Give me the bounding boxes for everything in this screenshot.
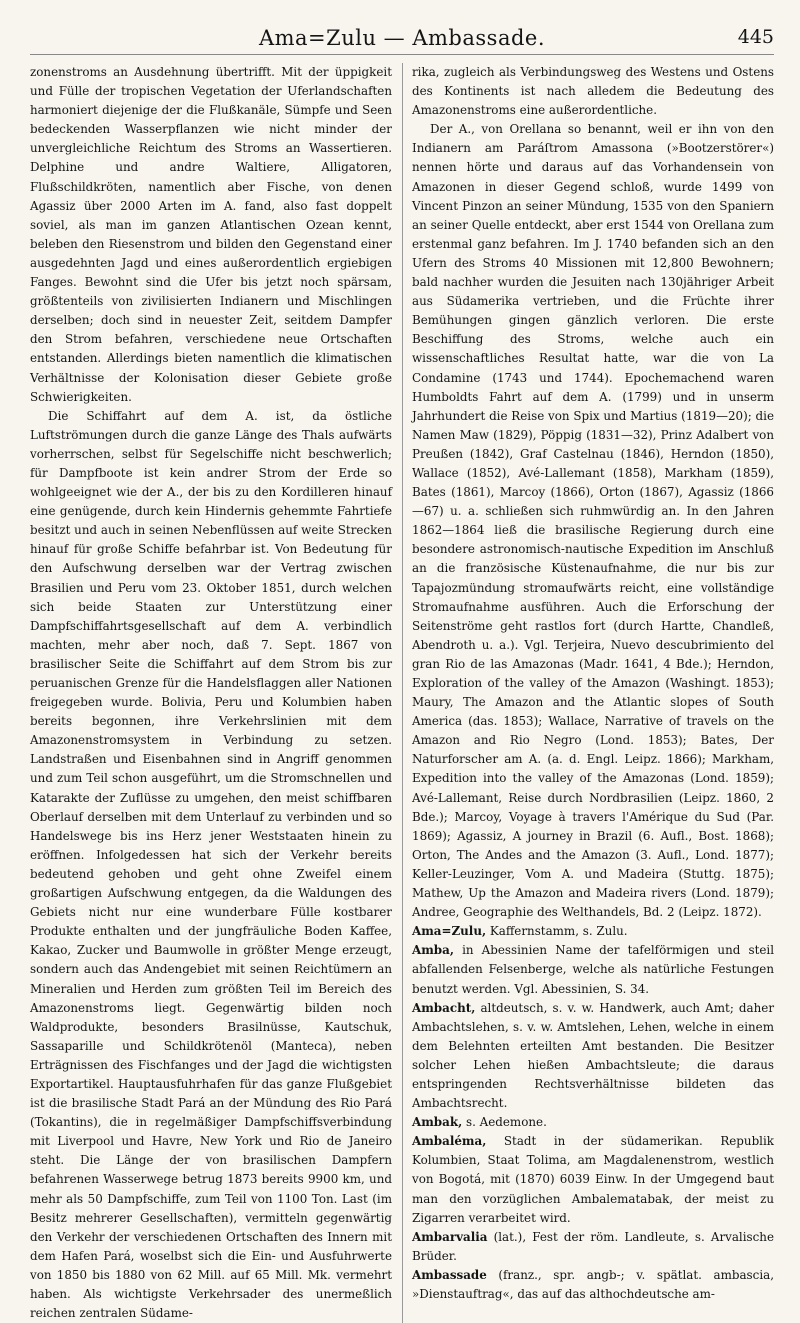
entry-text: Stadt in der südamerikan. Republik Kolumbien, Staat Tolima, am Magdalenenstrom, westlich von Bogotá, mit (1870) 6039 Einw. In der Umgegend baut man den vorzüglichen Ambalematabak, der meist zu Zigarren verarbeitet wird. — [412, 1134, 774, 1225]
dictionary-entry — [412, 941, 774, 998]
entry-headword: Ama=Zulu, — [412, 924, 487, 939]
dictionary-entry — [412, 1113, 774, 1132]
dictionary-entry — [412, 1228, 774, 1266]
entry-headword: Ambarvalia — [412, 1229, 488, 1244]
dictionary-entry — [412, 1132, 774, 1227]
left-column — [30, 63, 392, 1323]
entry-headword: Ambaléma, — [412, 1134, 487, 1149]
entry-text: (franz., spr. angb-; v. spätlat. ambascia, »Dienstauftrag«, das auf das althochdeutsche am- — [412, 1267, 774, 1301]
paragraph: zonenstroms an Ausdehnung übertrifft. Mit der üppigkeit und Fülle der tropischen Vegetation der Uferlandschaften harmoniert diejenige der die Flußkanäle, Sümpfe und Seen bedeckenden Wasserpflanzen wie nicht minder der unvergleichliche Reichtum des Stroms an Wassertieren. Delphine und andre Waltiere, Alligatoren, Flußschildkröten, namentlich aber Fische, von denen Agassiz über 2000 Arten im A. fand, also fast doppelt soviel, als man im ganzen Atlantischen Ozean kennt, beleben den Riesenstrom und bilden den Gegenstand einer ausgedehnten Jagd und eines außerordentlich ergiebigen Fanges. Bewohnt sind die Ufer bis jetzt noch spärsam, größtenteils von zivilisierten Indianern und Mischlingen derselben; doch sind in neuester Zeit, seitdem Dampfer den Strom befahren, verschiedene neue Ortschaften entstanden. Allerdings bieten namentlich die klimatischen Verhältnisse der Kolonisation dieser Gebiete große Schwierigkeiten. — [30, 65, 392, 404]
entry-headword: Ambacht, — [412, 1000, 476, 1015]
entry-headword: Ambassade — [412, 1267, 487, 1282]
paragraph: Die Schiffahrt auf dem A. ist, da östliche Luftströmungen durch die ganze Länge des Thals aufwärts vorherrschen, selbst für Segelschiffe nicht beschwerlich; für Dampfboote ist kein andrer Strom der Erde so wohlgeeignet wie der A., der bis zu den Kordilleren hinauf eine genügende, durch kein Hindernis gehemmte Fahrtiefe besitzt und auch in seinen Nebenflüssen auf weite Strecken hinauf für große Schiffe befahrbar ist. Von Bedeutung für den Aufschwung derselben war der Vertrag zwischen Brasilien und Peru vom 23. Oktober 1851, durch welchen sich beide Staaten zur Unterstützung einer Dampfschiffahrtsgesellschaft auf dem A. verbindlich machten, mehr aber noch, daß 7. Sept. 1867 von brasilischer Seite die Schiffahrt auf dem Strom bis zur peruanischen Grenze für die Handelsflaggen aller Nationen freigegeben wurde. Bolivia, Peru und Kolumbien haben bereits begonnen, ihre Verkehrslinien mit dem Amazonenstromsystem in Verbindung zu setzen. Landstraßen und Eisenbahnen sind in Angriff genommen und zum Teil schon ausgeführt, um die Stromschnellen und Katarakte der Zuflüsse zu umgehen, den meist schiffbaren Oberlauf derselben mit dem Unterlauf zu verbinden und so Handelswege bis ins Herz jener Weststaaten hinein zu eröffnen. Infolgedessen hat sich der Verkehr bereits bedeutend gehoben und geht ohne Zweifel einem großartigen Aufschwung entgegen, da die Waldungen des Gebiets nicht nur eine wunderbare Fülle kostbarer Produkte enthalten und der jungfräuliche Boden Kaffee, Kakao, Zucker und Baumwolle in größter Menge erzeugt, sondern auch das Andengebiet mit seinen Reichtümern an Mineralien und Herden zum größten Teil im Bereich des Amazonenstroms liegt. Gegenwärtig bilden noch Waldprodukte, besonders Brasilnüsse, Kautschuk, Sassaparille und Schildkrötenöl (Manteca), neben Erträgnissen des Fischfanges und der Jagd die wichtigsten Exportartikel. Hauptausfuhrhafen für das ganze Flußgebiet ist die brasilische Stadt Pará an der Mündung des Rio Pará (Tokantins), die in regelmäßiger Dampfschiffsverbindung mit Liverpool und Havre, New York und Rio de Janeiro steht. Die Länge der von brasilischen Dampfern befahrenen Wasserwege betrug 1873 bereits 9900 km, und mehr als 50 Dampfschiffe, zum Teil von 1100 Ton. Last (im Besitz mehrerer Gesellschaften), vermitteln gegenwärtig den Verkehr der verschiedenen Ortschaften des Innern mit dem Hafen Pará, woselbst sich die Ein- und Ausfuhrwerte von 1850 bis 1880 von 62 Mill. auf 65 Mill. Mk. vermehrt haben. Als wichtigste Verkehrsader des unermeßlich reichen zentralen Südame- — [30, 408, 392, 1321]
entry-text: Kaffernstamm, s. Zulu. — [489, 924, 628, 939]
entry-text: altdeutsch, s. v. w. Handwerk, auch Amt; daher Ambachtslehen, s. v. w. Amtslehen, Lehen, welche in einem dem Belehnten erteilten Amt bestanden. Die Besitzer solcher Lehen hießen Ambachtsleute; die daraus entspringenden Rechtsverhältnisse bildeten das Ambachtsrecht. — [412, 1000, 775, 1111]
paragraph: Der A., von Orellana so benannt, weil er ihn von den Indianern am Paráſtrom Amassona (»Bootzerstörer«) nennen hörte und daraus auf das Vorhandensein von Amazonen in dieser Gegend schloß, wurde 1499 von Vincent Pinzon an seiner Mündung, 1535 von den Spaniern an seiner Quelle entdeckt, aber erst 1544 von Orellana zum erstenmal ganz befahren. Im J. 1740 befanden sich an den Ufern des Stroms 40 Missionen mit 12,800 Bewohnern; bald nachher wurden die Jesuiten nach 130jähriger Arbeit aus Südamerika vertrieben, und die Früchte ihrer Bemühungen gingen gänzlich verloren. Die erste Beschiffung des Stroms, welche auch ein wissenschaftliches Resultat hatte, war die von La Condamine (1743 und 1744). Epochemachend waren Humboldts Fahrt auf dem A. (1799) und in unserm Jahrhundert die Reise von Spix und Martius (1819—20); die Namen Maw (1829), Pöppig (1831—32), Prinz Adalbert von Preußen (1842), Graf Castelnau (1846), Herndon (1850), Wallace (1852), Avé-Lallemant (1858), Markham (1859), Bates (1861), Marcoy (1866), Orton (1867), Agassiz (1866—67) u. a. schließen sich ruhmwürdig an. In den Jahren 1862—1864 ließ die brasilische Regierung durch eine besondere astronomisch-nautische Expedition im Anschluß an die französische Küstenaufnahme, die nur bis zur Tapajozmündung stromaufwärts reicht, eine vollständige Stromaufnahme ausführen. Auch die Erforschung der Seitenströme geht rastlos fort (durch Hartte, Chandleß, Abendroth u. a.). Vgl. Terjeira, Nuevo descubrimiento del gran Rio de las Amazonas (Madr. 1641, 4 Bde.); Herndon, Exploration of the valley of the Amazon (Washingt. 1853); Maury, The Amazon and the Atlantic slopes of South America (das. 1853); Wallace, Narrative of travels on the Amazon and Rio Negro (Lond. 1853); Bates, Der Naturforscher am A. (a. d. Engl. Leipz. 1866); Markham, Expedition into the valley of the Amazonas (Lond. 1859); Avé-Lallemant, Reise durch Nordbrasilien (Leipz. 1860, 2 Bde.); Marcoy, Voyage à travers l'Amérique du Sud (Par. 1869); Agassiz, A journey in Brazil (6. Aufl., Bost. 1868); Orton, The Andes and the Amazon (3. Aufl., Lond. 1877); Keller-Leuzinger, Vom A. und Madeira (Stuttg. 1875); Mathew, Up the Amazon and Madeira rivers (Lond. 1879); Andree, Geographie des Welthandels, Bd. 2 (Leipz. 1872). — [412, 122, 774, 920]
dictionary-entry — [412, 999, 774, 1114]
dictionary-entry — [412, 922, 774, 941]
paragraph: rika, zugleich als Verbindungsweg des Westens und Ostens des Kontinents ist nach alledem die Bedeutung des Amazonenstroms eine außerordentliche. — [412, 65, 774, 118]
text-columns — [30, 63, 774, 1323]
page-number: 445 — [737, 26, 774, 48]
running-head: Ama=Zulu — Ambassade. — [258, 26, 546, 50]
entry-headword: Ambak, — [412, 1115, 463, 1130]
right-column — [412, 63, 774, 1323]
entry-text: s. Aedemone. — [466, 1115, 547, 1130]
entry-text: (lat.), Fest der röm. Landleute, s. Arvalische Brüder. — [412, 1229, 774, 1263]
dictionary-entry — [412, 1266, 774, 1304]
entry-text: in Abessinien Name der tafelförmigen und steil abfallenden Felsenberge, welche als natürliche Festungen benutzt werden. Vgl. Abessinien, S. 34. — [412, 943, 774, 996]
page-header — [30, 20, 774, 55]
column-divider — [402, 63, 403, 1323]
entry-headword: Amba, — [412, 943, 454, 958]
